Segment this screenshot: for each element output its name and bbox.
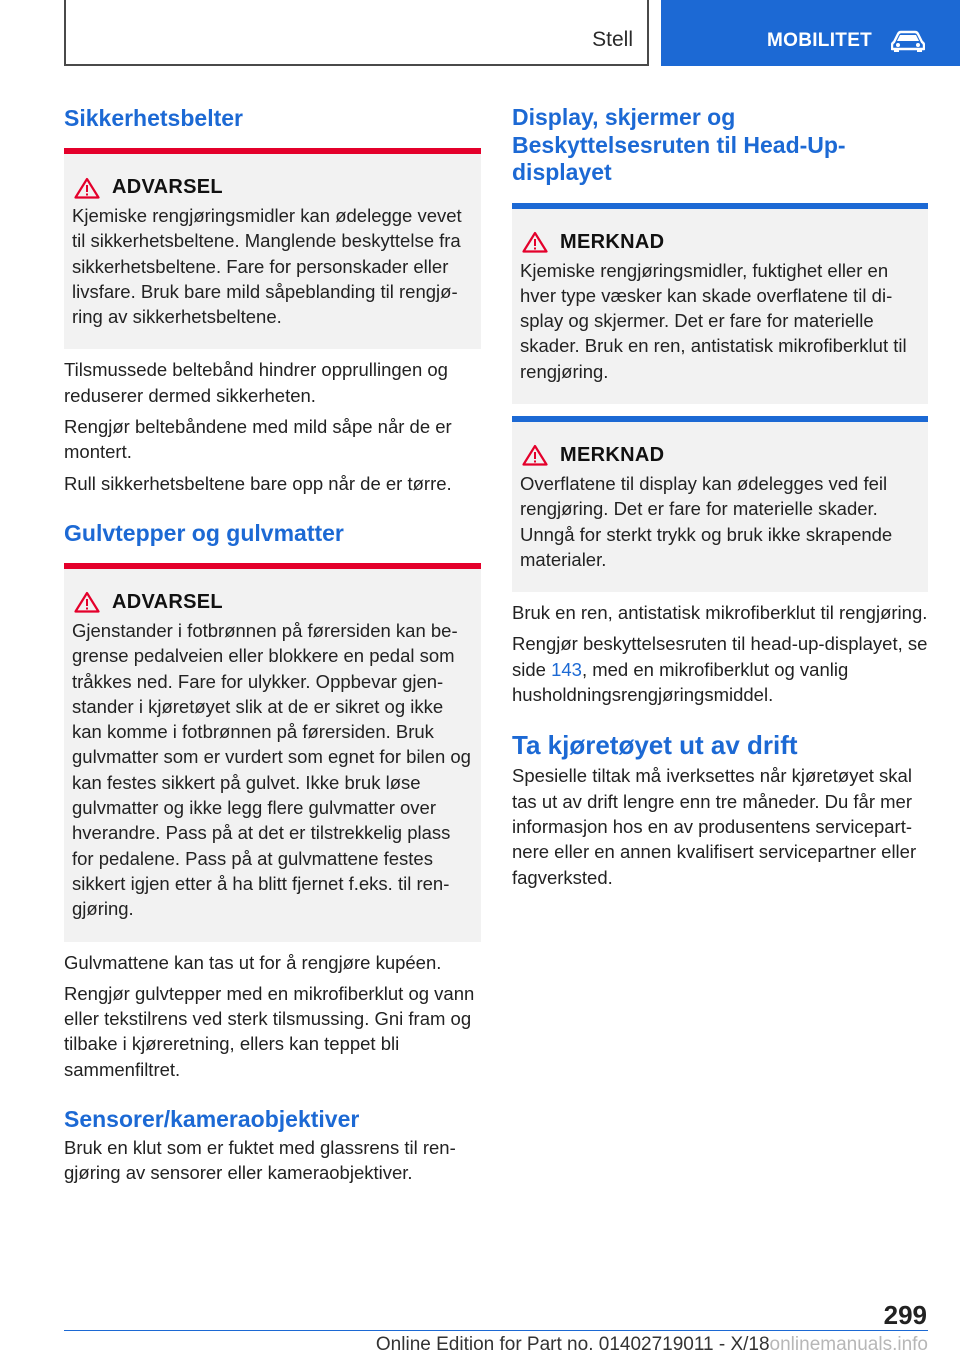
warning-label: ADVARSEL: [112, 176, 223, 198]
warning-box-seatbelts: [64, 148, 481, 349]
note-label: MERKNAD: [560, 230, 665, 253]
heading-decommission: Ta kjøretøyet ut av drift: [512, 730, 798, 761]
paragraph-text: , med en mikrofiberklut og vanlig husholdningsrengjøringsmiddel.: [512, 658, 849, 706]
page-number: 299: [883, 1300, 927, 1330]
page-reference-link[interactable]: 143: [551, 658, 582, 680]
note-box-displays: [512, 203, 928, 404]
left-column: [64, 100, 481, 1186]
warning-triangle-icon: [74, 177, 100, 199]
paragraph-with-link: [512, 631, 928, 707]
header-chapter-tab: [661, 0, 960, 66]
footer-watermark: onlinemanuals.info: [769, 1334, 928, 1355]
heading-floor-mats: Gulvtepper og gulvmatter: [64, 519, 344, 546]
warning-triangle-icon: [522, 444, 548, 466]
paragraph: Tilsmussede beltebånd hindrer opprullingen og reduserer dermed sikkerheten.: [64, 359, 448, 406]
right-column: [512, 100, 928, 890]
warning-box-floor-mats: [64, 563, 481, 942]
header-section-label: Stell: [592, 28, 633, 51]
warning-label: ADVARSEL: [112, 590, 223, 613]
footer-edition: [376, 1334, 928, 1356]
paragraph: Bruk en klut som er fuktet med glassrens til rengjøring av sensorer eller kameraobjektiver.: [64, 1137, 456, 1184]
header-chapter-label: MOBILITET: [767, 30, 873, 51]
note-box-surfaces: [512, 416, 928, 592]
warning-triangle-icon: [74, 591, 100, 613]
paragraph: Rengjør beltebåndene med mild såpe når de er montert.: [64, 416, 452, 463]
paragraph: Gulvmattene kan tas ut for å rengjøre kupéen.: [64, 951, 442, 973]
paragraph: Rengjør gulvtepper med en mikrofiberklut og vann eller tekstilrens ved sterk tilsmussing. Gni fram og tilbake i kjøreretning, ellers kan teppet bli sammenfiltret.: [64, 982, 475, 1080]
heading-displays: Display, skjermer og Beskyttelsesruten til Head-Up-displayet: [512, 104, 846, 185]
paragraph: Rull sikkerhetsbeltene bare opp når de er tørre.: [64, 472, 452, 494]
note-label: MERKNAD: [560, 443, 665, 466]
warning-text: Kjemiske rengjøringsmidler kan ødelegge vevet til sikkerhetsbeltene. Manglende beskyttelse fra sikkerhetsbeltene. Fare for personskader eller livsfare. Bruk bare mild såpeblanding til rengjøring av sikkerhetsbeltene.: [72, 205, 462, 328]
footer-divider: [64, 1330, 928, 1331]
note-text: Overflatene til display kan ødelegges ved feil rengjøring. Det er fare for materielle skader. Unngå for sterkt trykk og bruk ikke skrapende materialer.: [520, 472, 893, 570]
paragraph: Bruk en ren, antistatisk mikrofiberklut til rengjøring.: [512, 602, 928, 624]
warning-text: Gjenstander i fotbrønnen på førersiden kan begrense pedalveien eller blokkere en pedal som tråkkes ned. Fare for ulykker. Oppbevar gjenstander i kjøretøyet slik at de er sikret og ikke kan komme i fotbrønnen på førersiden. Bruk gulvmatter som er vurdert som egnet for bilen og kan festes sikkert på gulvet. Ikke bruk løse gulvmatter og ikke legg flere gulvmatter over hverandre. Pass på at det er tilstrekkelig plass for pedalene. Pass på at gulvmattene festes sikkert igjen etter å ha blitt fjernet f.eks. til rengjøring.: [72, 619, 471, 920]
heading-seatbelts: Sikkerhetsbelter: [64, 105, 243, 131]
note-text: Kjemiske rengjøringsmidler, fuktighet eller en hver type væsker kan skade overflatene til display og skjermer. Det er fare for materielle skader. Bruk en ren, antistatisk mikrofiberklut til rengjøring.: [520, 259, 907, 382]
header-section-tab: [64, 0, 649, 66]
heading-sensors: Sensorer/kameraobjektiver: [64, 1106, 360, 1133]
footer-edition-text: Online Edition for Part no. 01402719011 - X/18: [375, 1334, 770, 1355]
car-icon: [891, 30, 925, 52]
paragraph-text: Rengjør beskyttelsesruten til head-up-displayet, se side: [512, 633, 928, 680]
warning-triangle-icon: [522, 231, 548, 253]
paragraph: Spesielle tiltak må iverksettes når kjøretøyet skal tas ut av drift lengre enn tre måneder. Du får mer informasjon hos en av produsentens servicepartnere eller en annen kvalifisert servicepartner eller fagverksted.: [512, 765, 917, 888]
